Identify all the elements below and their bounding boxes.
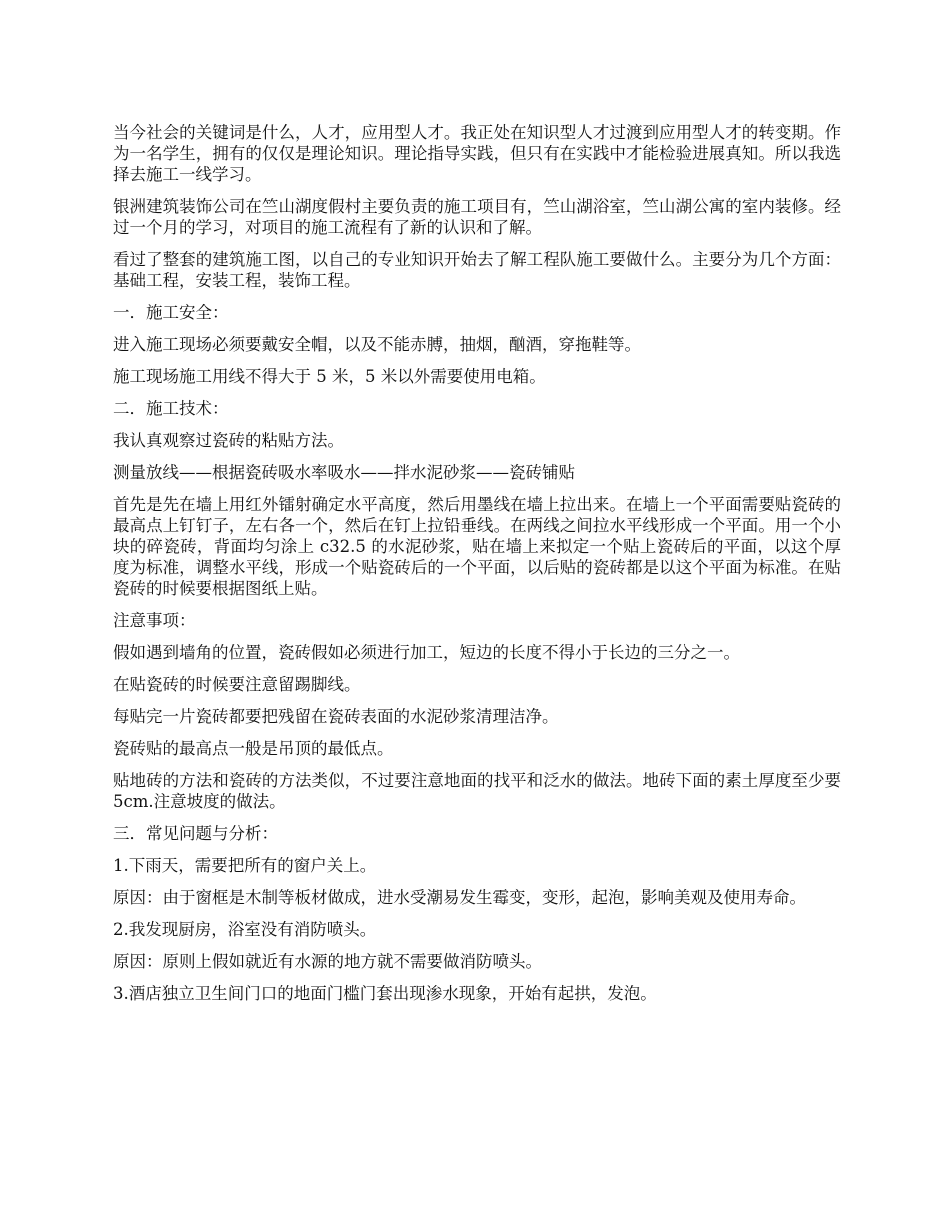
paragraph-note-1: 假如遇到墙角的位置，瓷砖假如必须进行加工，短边的长度不得小于长边的三分之一。 — [113, 643, 740, 662]
paragraph-note-3: 每贴完一片瓷砖都要把残留在瓷砖表面的水泥砂浆清理洁净。 — [113, 707, 559, 726]
paragraph-issue-2-reason: 原因：原则上假如就近有水源的地方就不需要做消防喷头。 — [113, 952, 542, 971]
section-heading-safety: 一．施工安全： — [113, 303, 229, 322]
paragraph-issue-1-reason: 原因：由于窗框是木制等板材做成，进水受潮易发生霉变，变形，起泡，影响美观及使用寿命。 — [113, 888, 806, 907]
paragraph-technique-detail: 首先是先在墙上用红外镭射确定水平高度，然后用墨线在墙上拉出来。在墙上一个平面需要贴瓷砖的最高点上钉钉子，左右各一个，然后在钉上拉铅垂线。在两线之间拉水平线形成一个平面。用一个小块的碎瓷砖，背面均匀涂上 c32.5 的水泥砂浆，贴在墙上来拟定一个贴上瓷砖后的平面，以这个厚度为标准，调整水平线，形成一个贴瓷砖后的一个平面，以后贴的瓷砖都是以这个平面为标准。在贴瓷砖的时候要根据图纸上贴。 — [113, 495, 841, 598]
document-body — [113, 122, 841, 1015]
paragraph-floor-tiles: 贴地砖的方法和瓷砖的方法类似，不过要注意地面的找平和泛水的做法。地砖下面的素土厚度至少要 5cm.注意坡度的做法。 — [113, 771, 841, 811]
subheading-notes: 注意事项： — [113, 611, 196, 630]
paragraph-overview: 看过了整套的建筑施工图，以自己的专业知识开始去了解工程队施工要做什么。主要分为几个方面：基础工程，安装工程，装饰工程。 — [113, 250, 841, 290]
paragraph-safety-2: 施工现场施工用线不得大于 5 米，5 米以外需要使用电箱。 — [113, 367, 546, 386]
paragraph-note-4: 瓷砖贴的最高点一般是吊顶的最低点。 — [113, 739, 394, 758]
paragraph-technique-1: 我认真观察过瓷砖的粘贴方法。 — [113, 431, 344, 450]
paragraph-issue-1: 1.下雨天，需要把所有的窗户关上。 — [113, 856, 377, 875]
paragraph-technique-flow: 测量放线——根据瓷砖吸水率吸水——拌水泥砂浆——瓷砖铺贴 — [113, 463, 575, 482]
paragraph-company: 银洲建筑装饰公司在竺山湖度假村主要负责的施工项目有，竺山湖浴室，竺山湖公寓的室内装修。经过一个月的学习，对项目的施工流程有了新的认识和了解。 — [113, 197, 841, 237]
paragraph-intro: 当今社会的关键词是什么，人才，应用型人才。我正处在知识型人才过渡到应用型人才的转变期。作为一名学生，拥有的仅仅是理论知识。理论指导实践，但只有在实践中才能检验进展真知。所以我选择去施工一线学习。 — [113, 123, 841, 184]
section-heading-technique: 二．施工技术： — [113, 399, 229, 418]
section-heading-issues: 三．常见问题与分析： — [113, 824, 278, 843]
paragraph-issue-2: 2.我发现厨房，浴室没有消防喷头。 — [113, 920, 377, 939]
paragraph-note-2: 在贴瓷砖的时候要注意留踢脚线。 — [113, 675, 361, 694]
paragraph-issue-3: 3.酒店独立卫生间门口的地面门槛门套出现渗水现象，开始有起拱，发泡。 — [113, 984, 657, 1003]
paragraph-safety-1: 进入施工现场必须要戴安全帽，以及不能赤膊，抽烟，酗酒，穿拖鞋等。 — [113, 335, 641, 354]
